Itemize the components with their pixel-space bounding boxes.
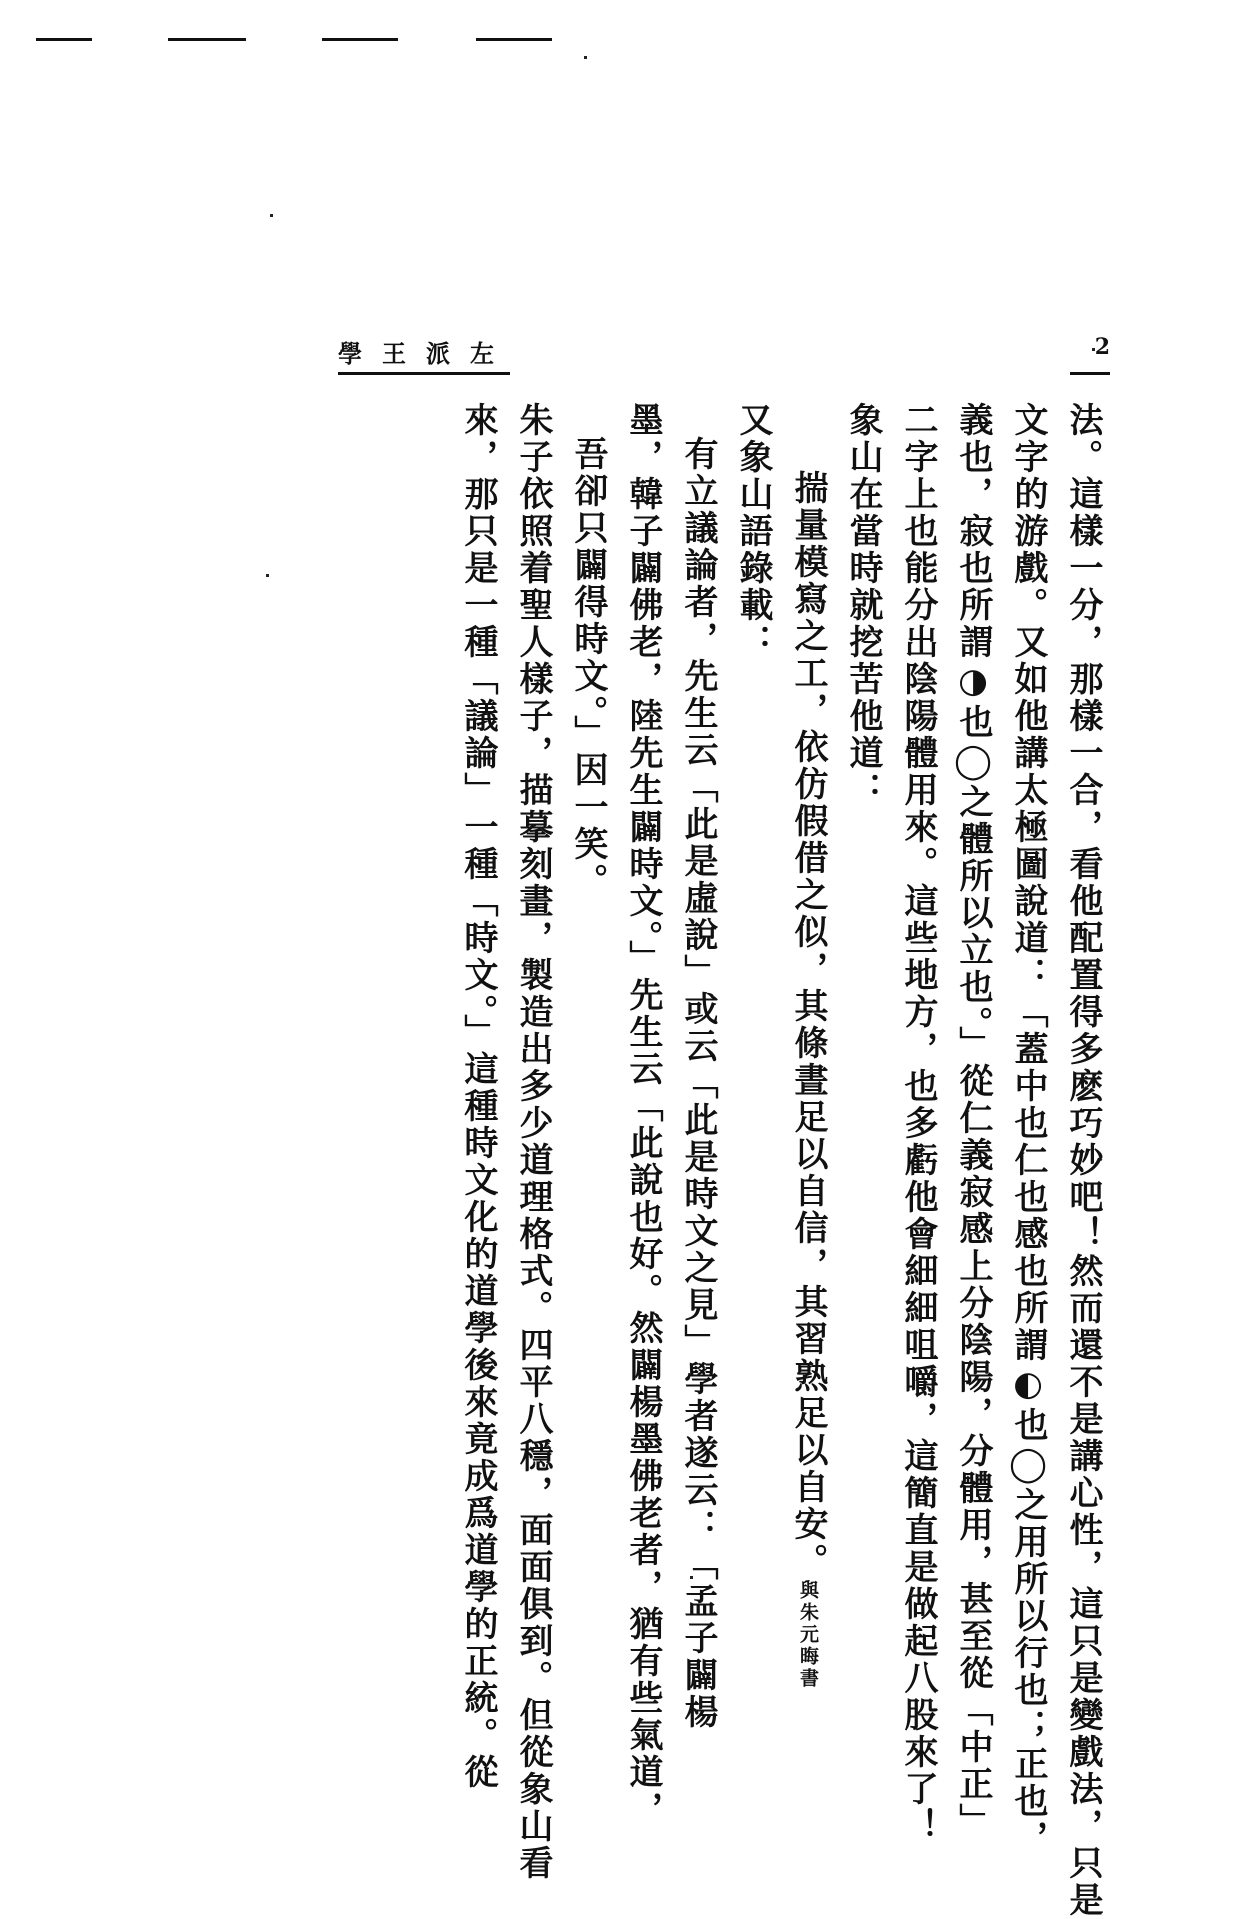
text-line: 文字的游戲。又如他講太極圖說道：「蓋中也仁也感也所謂◐也◯之用所以行也；正也， [1008, 402, 1048, 1857]
page-header [338, 334, 1110, 378]
page-number-rule [1070, 372, 1110, 375]
quote-line [780, 402, 835, 1732]
quote-line: 墨，韓子闢佛老，陸先生闢時文。」先生云「此說也好。然闢楊墨佛老者，猶有些氣道， [623, 402, 663, 1828]
text-line: 來，那只是一種「議論」一種「時文。」這種時文化的道學後來竟成爲道學的正統。從 [458, 402, 498, 1791]
text-line: 法。這樣一分，那樣一合，看他配置得多麽巧妙吧！然而還不是講心性，這只是變戲法，只是 [1063, 402, 1103, 1919]
top-rule-4 [476, 38, 552, 41]
source-note: 與朱元晦書 [797, 1580, 819, 1690]
text-line: 二字上也能分出陰陽體用來。這些地方，也多虧他會細細咀嚼，這簡直是做起八股來了！ [898, 402, 938, 1845]
quote-line: 有立議論者，先生云「此是虛說」或云「此是時文之見」學者遂云：「孟子闢楊 [678, 436, 718, 1731]
speck [270, 214, 273, 217]
text-line: 朱子依照着聖人樣子，描摹刻畫，製造出多少道理格式。四平八穩，面面俱到。但從象山看 [513, 402, 553, 1882]
speck [584, 56, 587, 59]
quote-line: 吾卻只闢得時文。」因一笑。 [568, 436, 608, 900]
speck [266, 574, 269, 577]
running-title: 左派王學 [338, 339, 514, 368]
header-rule [338, 372, 510, 375]
text-line: 義也，寂也所謂◑也◯之體所以立也。」從仁義寂感上分陰陽，分體用，甚至從「中正」 [953, 402, 993, 1840]
top-rule-1 [36, 38, 92, 41]
top-rule-3 [322, 38, 398, 41]
text-line: 象山在當時就挖苦他道： [843, 402, 883, 809]
top-rule-2 [168, 38, 246, 41]
body-text [330, 402, 1110, 1919]
text-line: 又象山語錄載： [733, 402, 773, 661]
quote-text: 揣量模寫之工，依仿假借之似，其條晝足以自信，其習熟足以自安。 [788, 470, 828, 1580]
page-number: 2 [1094, 334, 1110, 360]
